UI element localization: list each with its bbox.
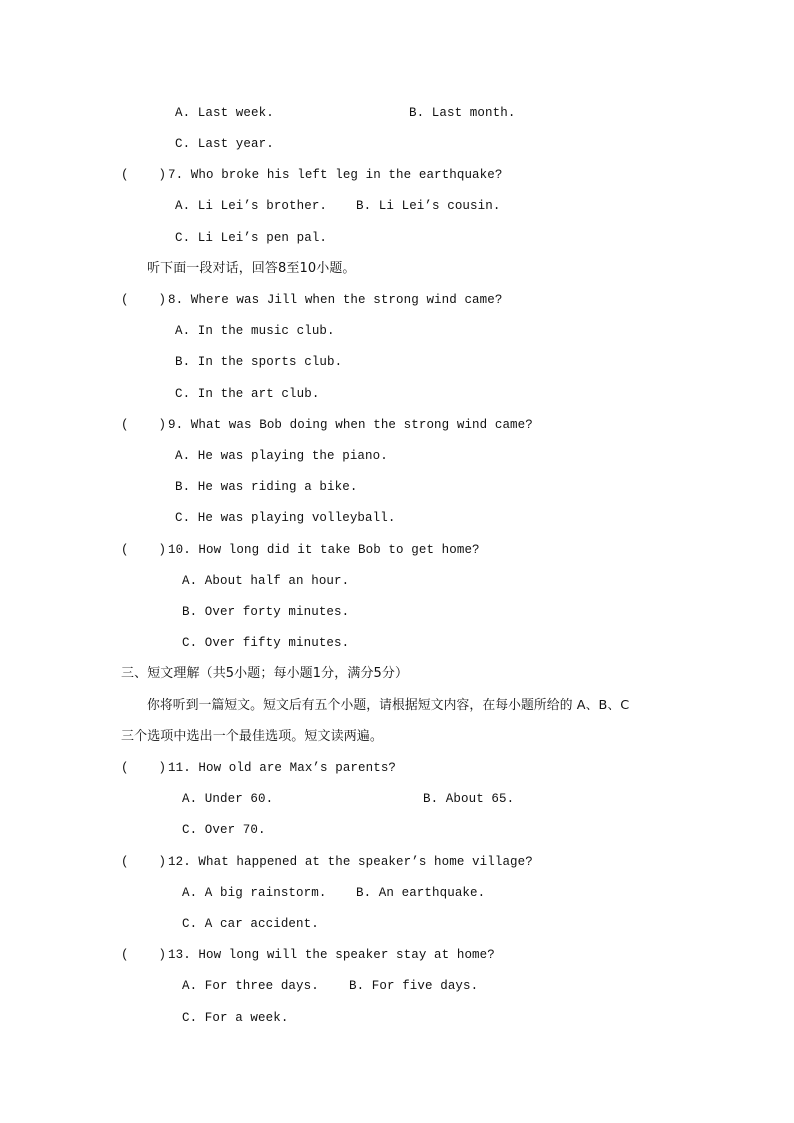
q9-stem: 9. What was Bob doing when the strong wind came?: [168, 418, 533, 432]
q9-option-b: B. He was riding a bike.: [175, 480, 358, 494]
q9-option-c: C. He was playing volleyball.: [175, 511, 396, 525]
q7-option-c: C. Li Lei’s pen pal.: [175, 231, 328, 245]
q7-option-a: A. Li Lei’s brother.: [175, 199, 328, 213]
q10-option-b: B. Over forty minutes.: [182, 605, 350, 619]
q11-option-b: B. About 65.: [423, 792, 515, 806]
q10-answer-blank[interactable]: ( ): [121, 543, 167, 557]
section-3-instruction-line-1: 你将听到一篇短文。短文后有五个小题，请根据短文内容，在每小题所给的 A、B、C: [147, 698, 630, 713]
q13-stem: 13. How long will the speaker stay at home?: [168, 948, 495, 962]
q12-option-c: C. A car accident.: [182, 917, 319, 931]
q13-answer-blank[interactable]: ( ): [121, 948, 167, 962]
q7-option-b: B. Li Lei’s cousin.: [356, 199, 501, 213]
q13-option-b: B. For five days.: [349, 979, 479, 993]
q8-stem: 8. Where was Jill when the strong wind came?: [168, 293, 503, 307]
q12-option-b: B. An earthquake.: [356, 886, 486, 900]
q8-option-a: A. In the music club.: [175, 324, 335, 338]
q7-stem: 7. Who broke his left leg in the earthquake?: [168, 168, 503, 182]
section-3-instruction-line-2: 三个选项中选出一个最佳选项。短文读两遍。: [121, 729, 384, 744]
q11-option-a: A. Under 60.: [182, 792, 274, 806]
q10-option-a: A. About half an hour.: [182, 574, 350, 588]
q13-option-a: A. For three days.: [182, 979, 319, 993]
q10-stem: 10. How long did it take Bob to get home?: [168, 543, 480, 557]
q8-option-c: C. In the art club.: [175, 387, 320, 401]
q9-answer-blank[interactable]: ( ): [121, 418, 167, 432]
q11-option-c: C. Over 70.: [182, 823, 266, 837]
q6-option-b: B. Last month.: [409, 106, 516, 120]
q12-answer-blank[interactable]: ( ): [121, 855, 167, 869]
q12-stem: 12. What happened at the speaker’s home village?: [168, 855, 533, 869]
section-3-heading: 三、短文理解（共5小题；每小题1分，满分5分）: [121, 666, 409, 681]
q8-answer-blank[interactable]: ( ): [121, 293, 167, 307]
q6-option-a: A. Last week.: [175, 106, 274, 120]
q8-option-b: B. In the sports club.: [175, 355, 343, 369]
q11-answer-blank[interactable]: ( ): [121, 761, 167, 775]
q9-option-a: A. He was playing the piano.: [175, 449, 388, 463]
q11-stem: 11. How old are Max’s parents?: [168, 761, 397, 775]
q7-answer-blank[interactable]: ( ): [121, 168, 167, 182]
dialogue-intro: 听下面一段对话，回答8至10小题。: [147, 261, 356, 276]
q13-option-c: C. For a week.: [182, 1011, 289, 1025]
q12-option-a: A. A big rainstorm.: [182, 886, 327, 900]
q10-option-c: C. Over fifty minutes.: [182, 636, 350, 650]
q6-option-c: C. Last year.: [175, 137, 274, 151]
